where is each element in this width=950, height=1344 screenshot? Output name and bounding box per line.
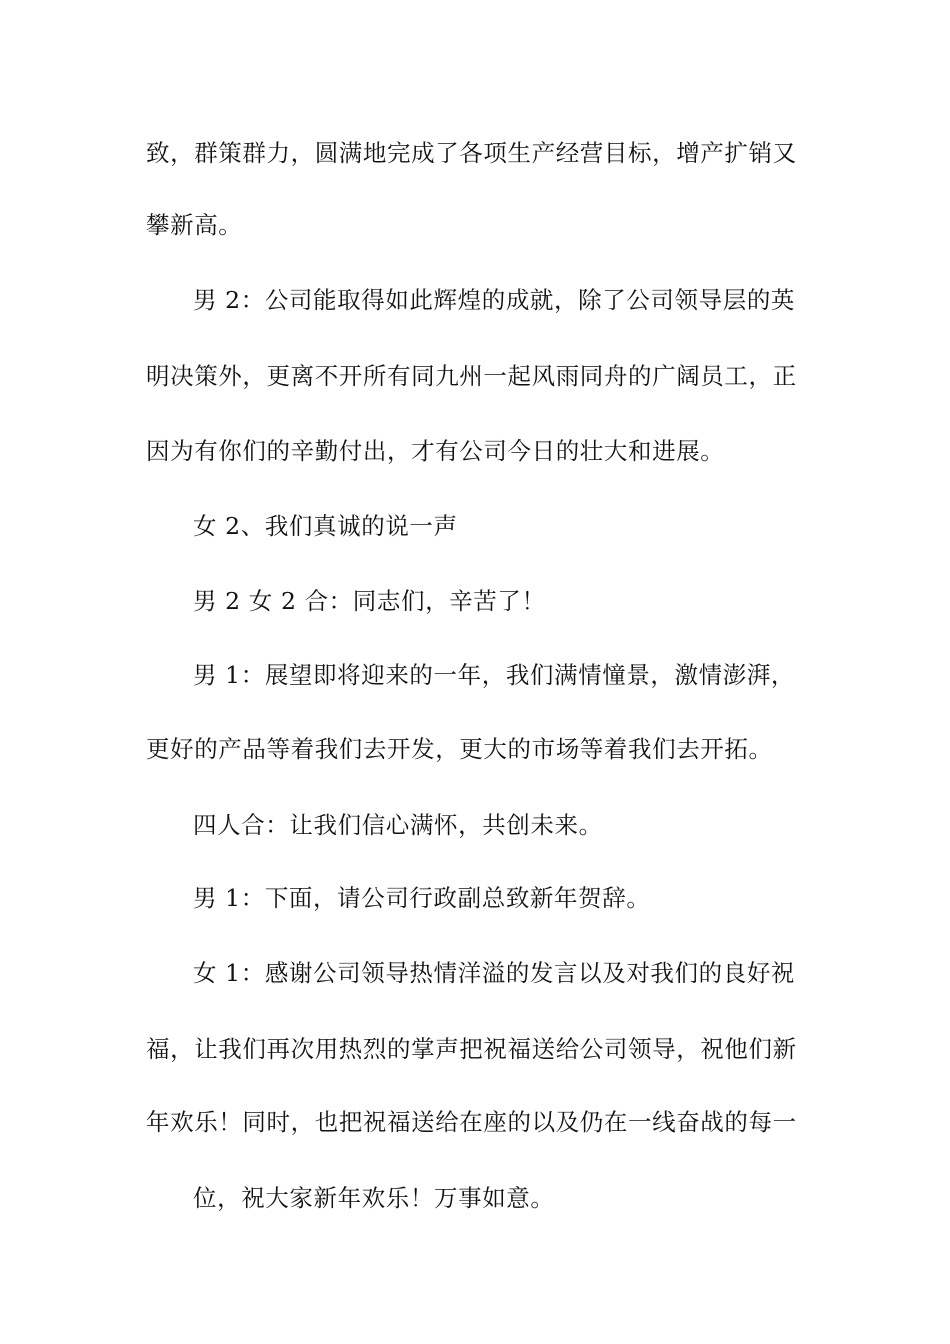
text-line: 明决策外，更离不开所有同九州一起风雨同舟的广阔员工，正 xyxy=(146,362,797,390)
text-line: 年欢乐！同时，也把祝福送给在座的以及仍在一线奋战的每一 xyxy=(146,1108,797,1136)
text-line: 男 1：下面，请公司行政副总致新年贺辞。 xyxy=(193,884,651,912)
text-line: 男 2：公司能取得如此辉煌的成就，除了公司领导层的英 xyxy=(193,286,796,314)
text-line: 女 2、我们真诚的说一声 xyxy=(193,512,458,540)
text-line: 致，群策群力，圆满地完成了各项生产经营目标，增产扩销又 xyxy=(146,139,797,167)
text-line: 因为有你们的辛勤付出，才有公司今日的壮大和进展。 xyxy=(146,437,725,465)
text-line: 四人合：让我们信心满怀，共创未来。 xyxy=(193,811,603,839)
text-line: 男 1：展望即将迎来的一年，我们满情憧景，激情澎湃， xyxy=(193,661,796,689)
text-line: 女 1：感谢公司领导热情洋溢的发言以及对我们的良好祝 xyxy=(193,959,796,987)
text-line: 男 2 女 2 合：同志们，辛苦了！ xyxy=(193,587,546,615)
text-line: 更好的产品等着我们去开发，更大的市场等着我们去开拓。 xyxy=(146,735,773,763)
text-line: 位，祝大家新年欢乐！万事如意。 xyxy=(193,1184,555,1212)
text-line: 福，让我们再次用热烈的掌声把祝福送给公司领导，祝他们新 xyxy=(146,1035,797,1063)
text-line: 攀新高。 xyxy=(146,211,243,239)
